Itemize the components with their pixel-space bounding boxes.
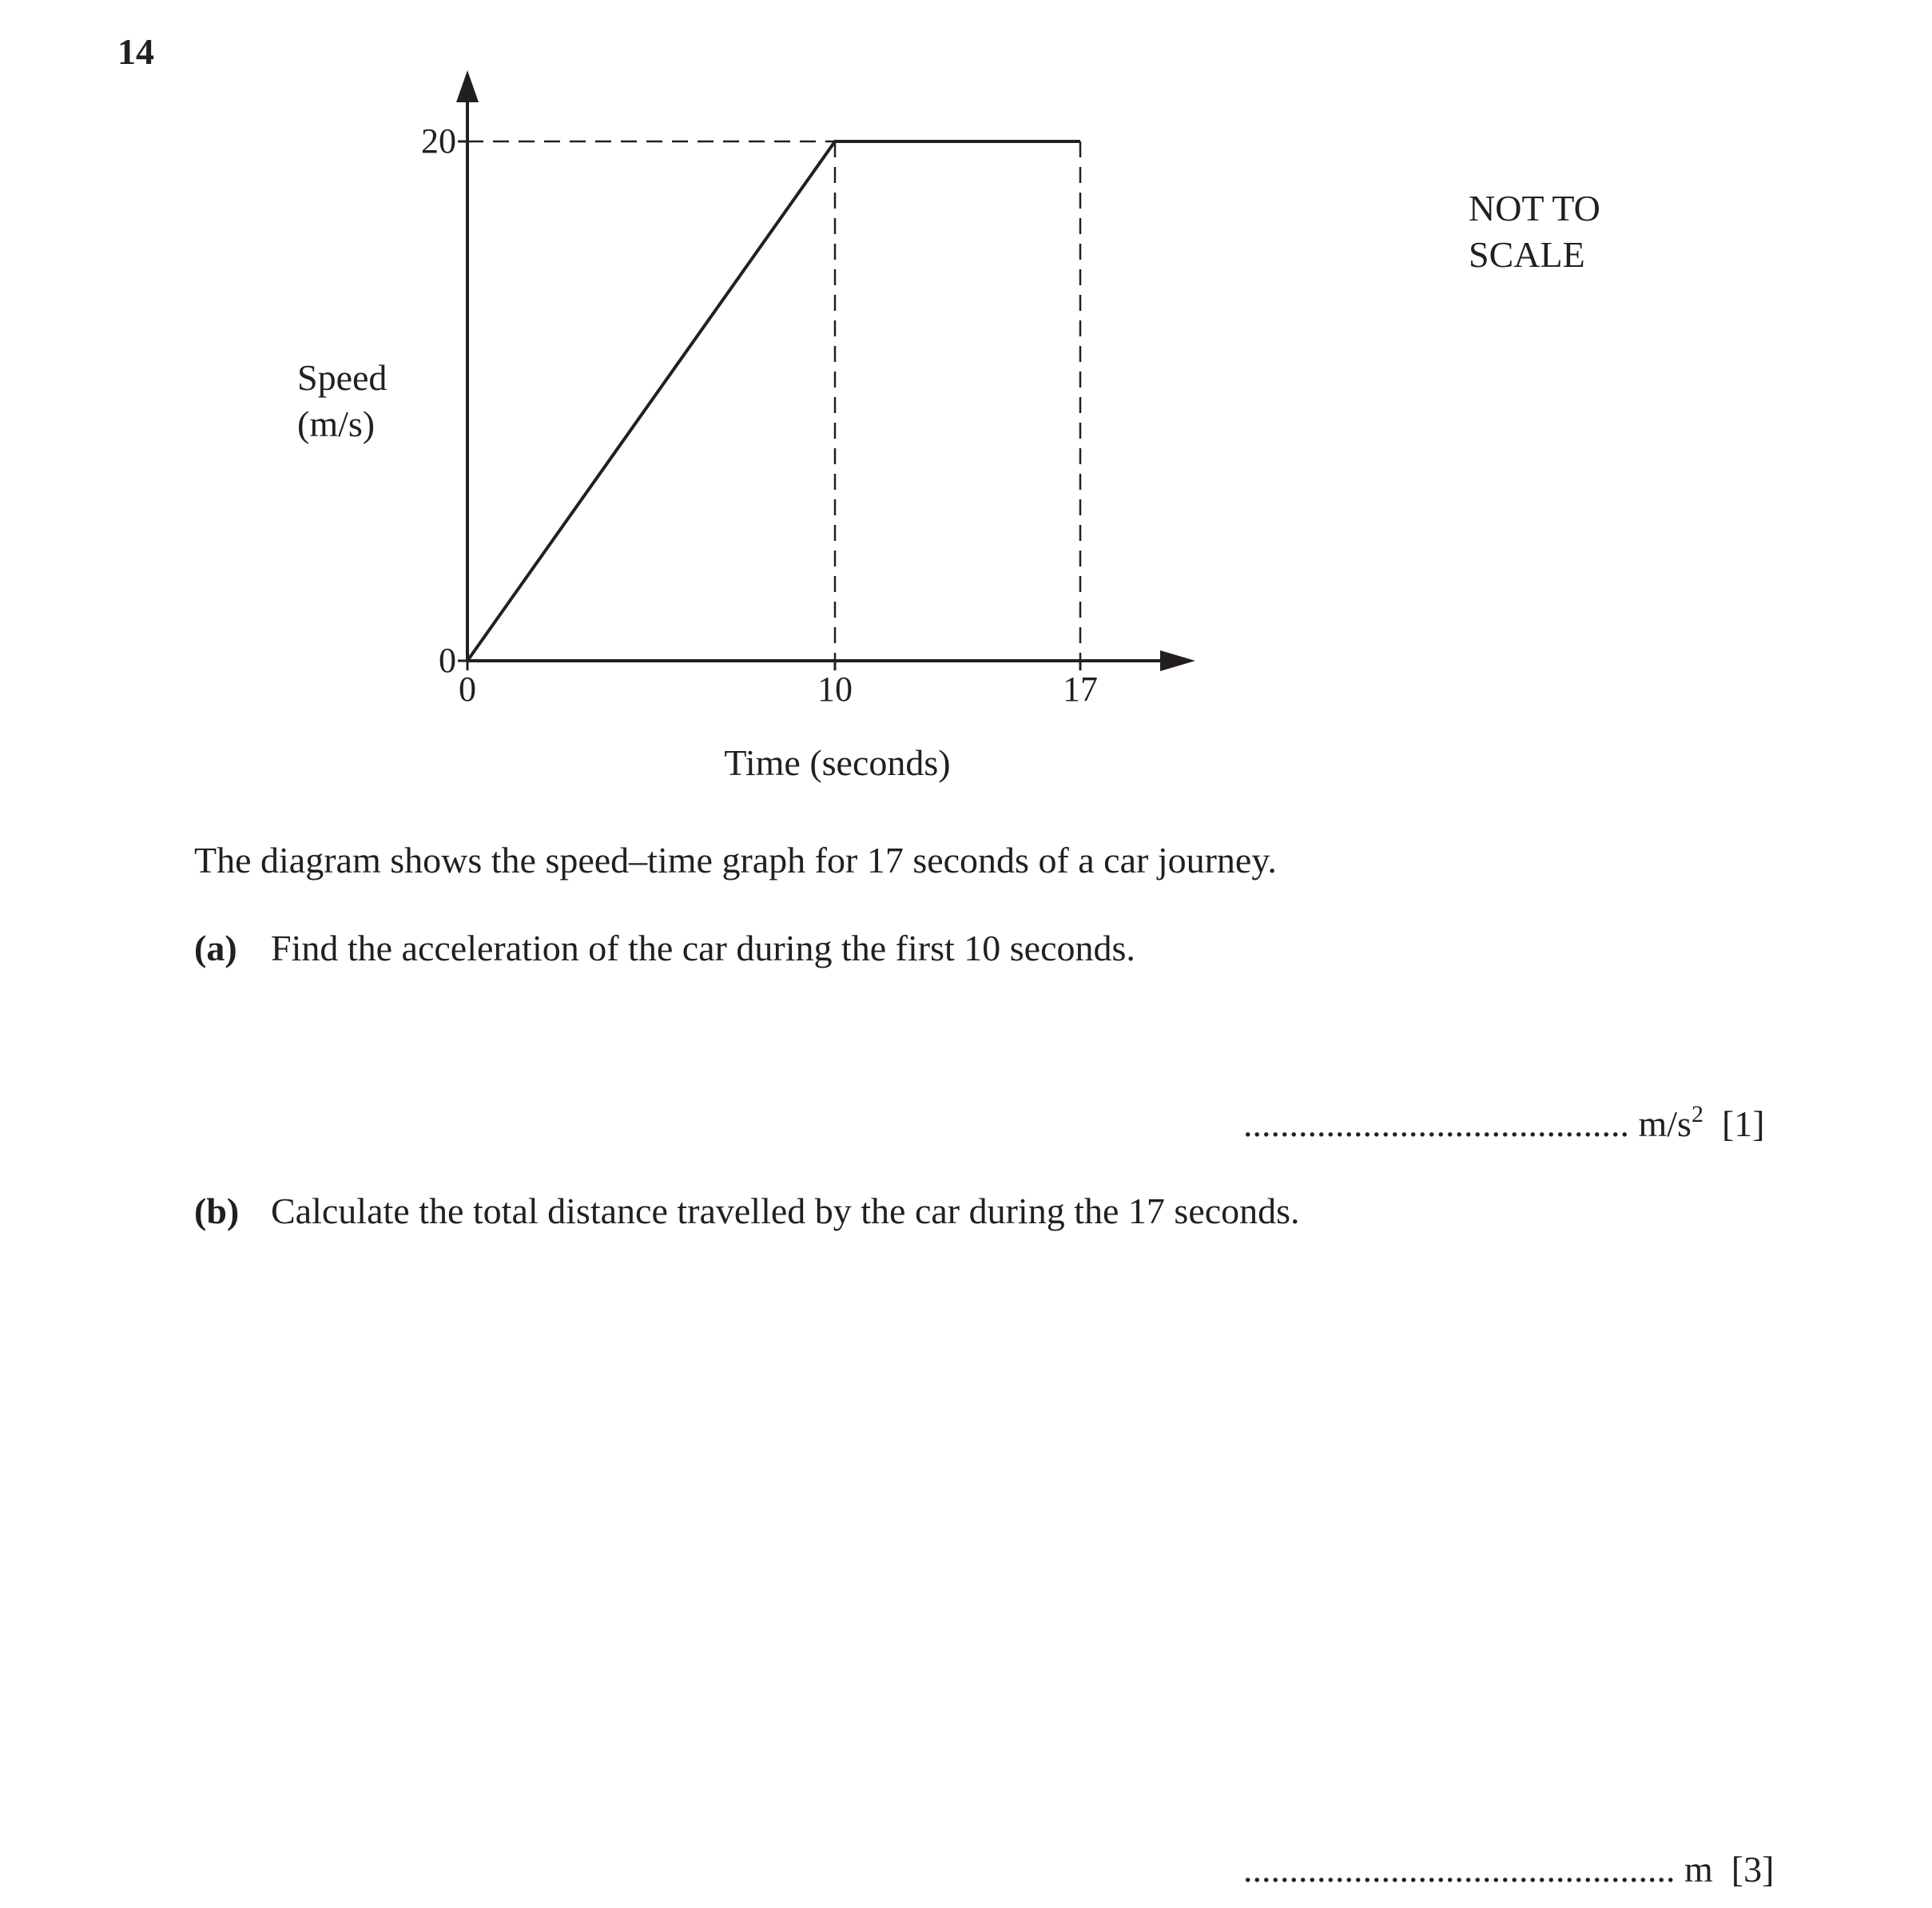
question-number: 14 xyxy=(117,31,154,72)
x-tick-label: 0 xyxy=(459,670,476,709)
answer-line-a[interactable] xyxy=(1243,1103,1765,1145)
answer-b-marks: [3] xyxy=(1731,1849,1775,1890)
answer-a-unit: m/s xyxy=(1638,1103,1691,1144)
answer-b-dots: ............................................... xyxy=(1243,1849,1676,1890)
part-b-text: Calculate the total distance travelled by the car during the 17 seconds. xyxy=(271,1191,1300,1231)
part-a-label: (a) xyxy=(194,928,237,968)
not-to-scale-note xyxy=(1469,185,1600,278)
answer-a-unit-exponent: 2 xyxy=(1691,1101,1703,1127)
part-a-text: Find the acceleration of the car during the first 10 seconds. xyxy=(271,928,1135,968)
part-b xyxy=(194,1190,1300,1232)
note-line-1: NOT TO xyxy=(1469,188,1600,229)
y-tick-label: 20 xyxy=(421,121,456,161)
x-axis-arrow-icon xyxy=(1160,650,1195,671)
part-b-label: (b) xyxy=(194,1191,240,1231)
y-axis-label-line-2: (m/s) xyxy=(297,403,376,444)
y-tick-label: 0 xyxy=(439,641,456,680)
x-axis-label: Time (seconds) xyxy=(724,742,951,783)
x-tick-label: 17 xyxy=(1063,670,1098,709)
answer-a-marks: [1] xyxy=(1721,1103,1765,1144)
y-axis-label-line-1: Speed xyxy=(297,357,388,398)
x-tick-label: 10 xyxy=(817,670,853,709)
answer-line-b[interactable] xyxy=(1243,1848,1774,1890)
speed-time-graph xyxy=(0,0,1932,799)
series-line xyxy=(467,141,1080,661)
y-axis-arrow-icon xyxy=(456,70,479,102)
answer-b-unit: m xyxy=(1684,1849,1713,1890)
intro-text: The diagram shows the speed–time graph for 17 seconds of a car journey. xyxy=(194,840,1277,880)
answer-a-dots: .......................................... xyxy=(1243,1103,1629,1144)
note-line-2: SCALE xyxy=(1469,234,1585,275)
part-a xyxy=(194,927,1135,969)
